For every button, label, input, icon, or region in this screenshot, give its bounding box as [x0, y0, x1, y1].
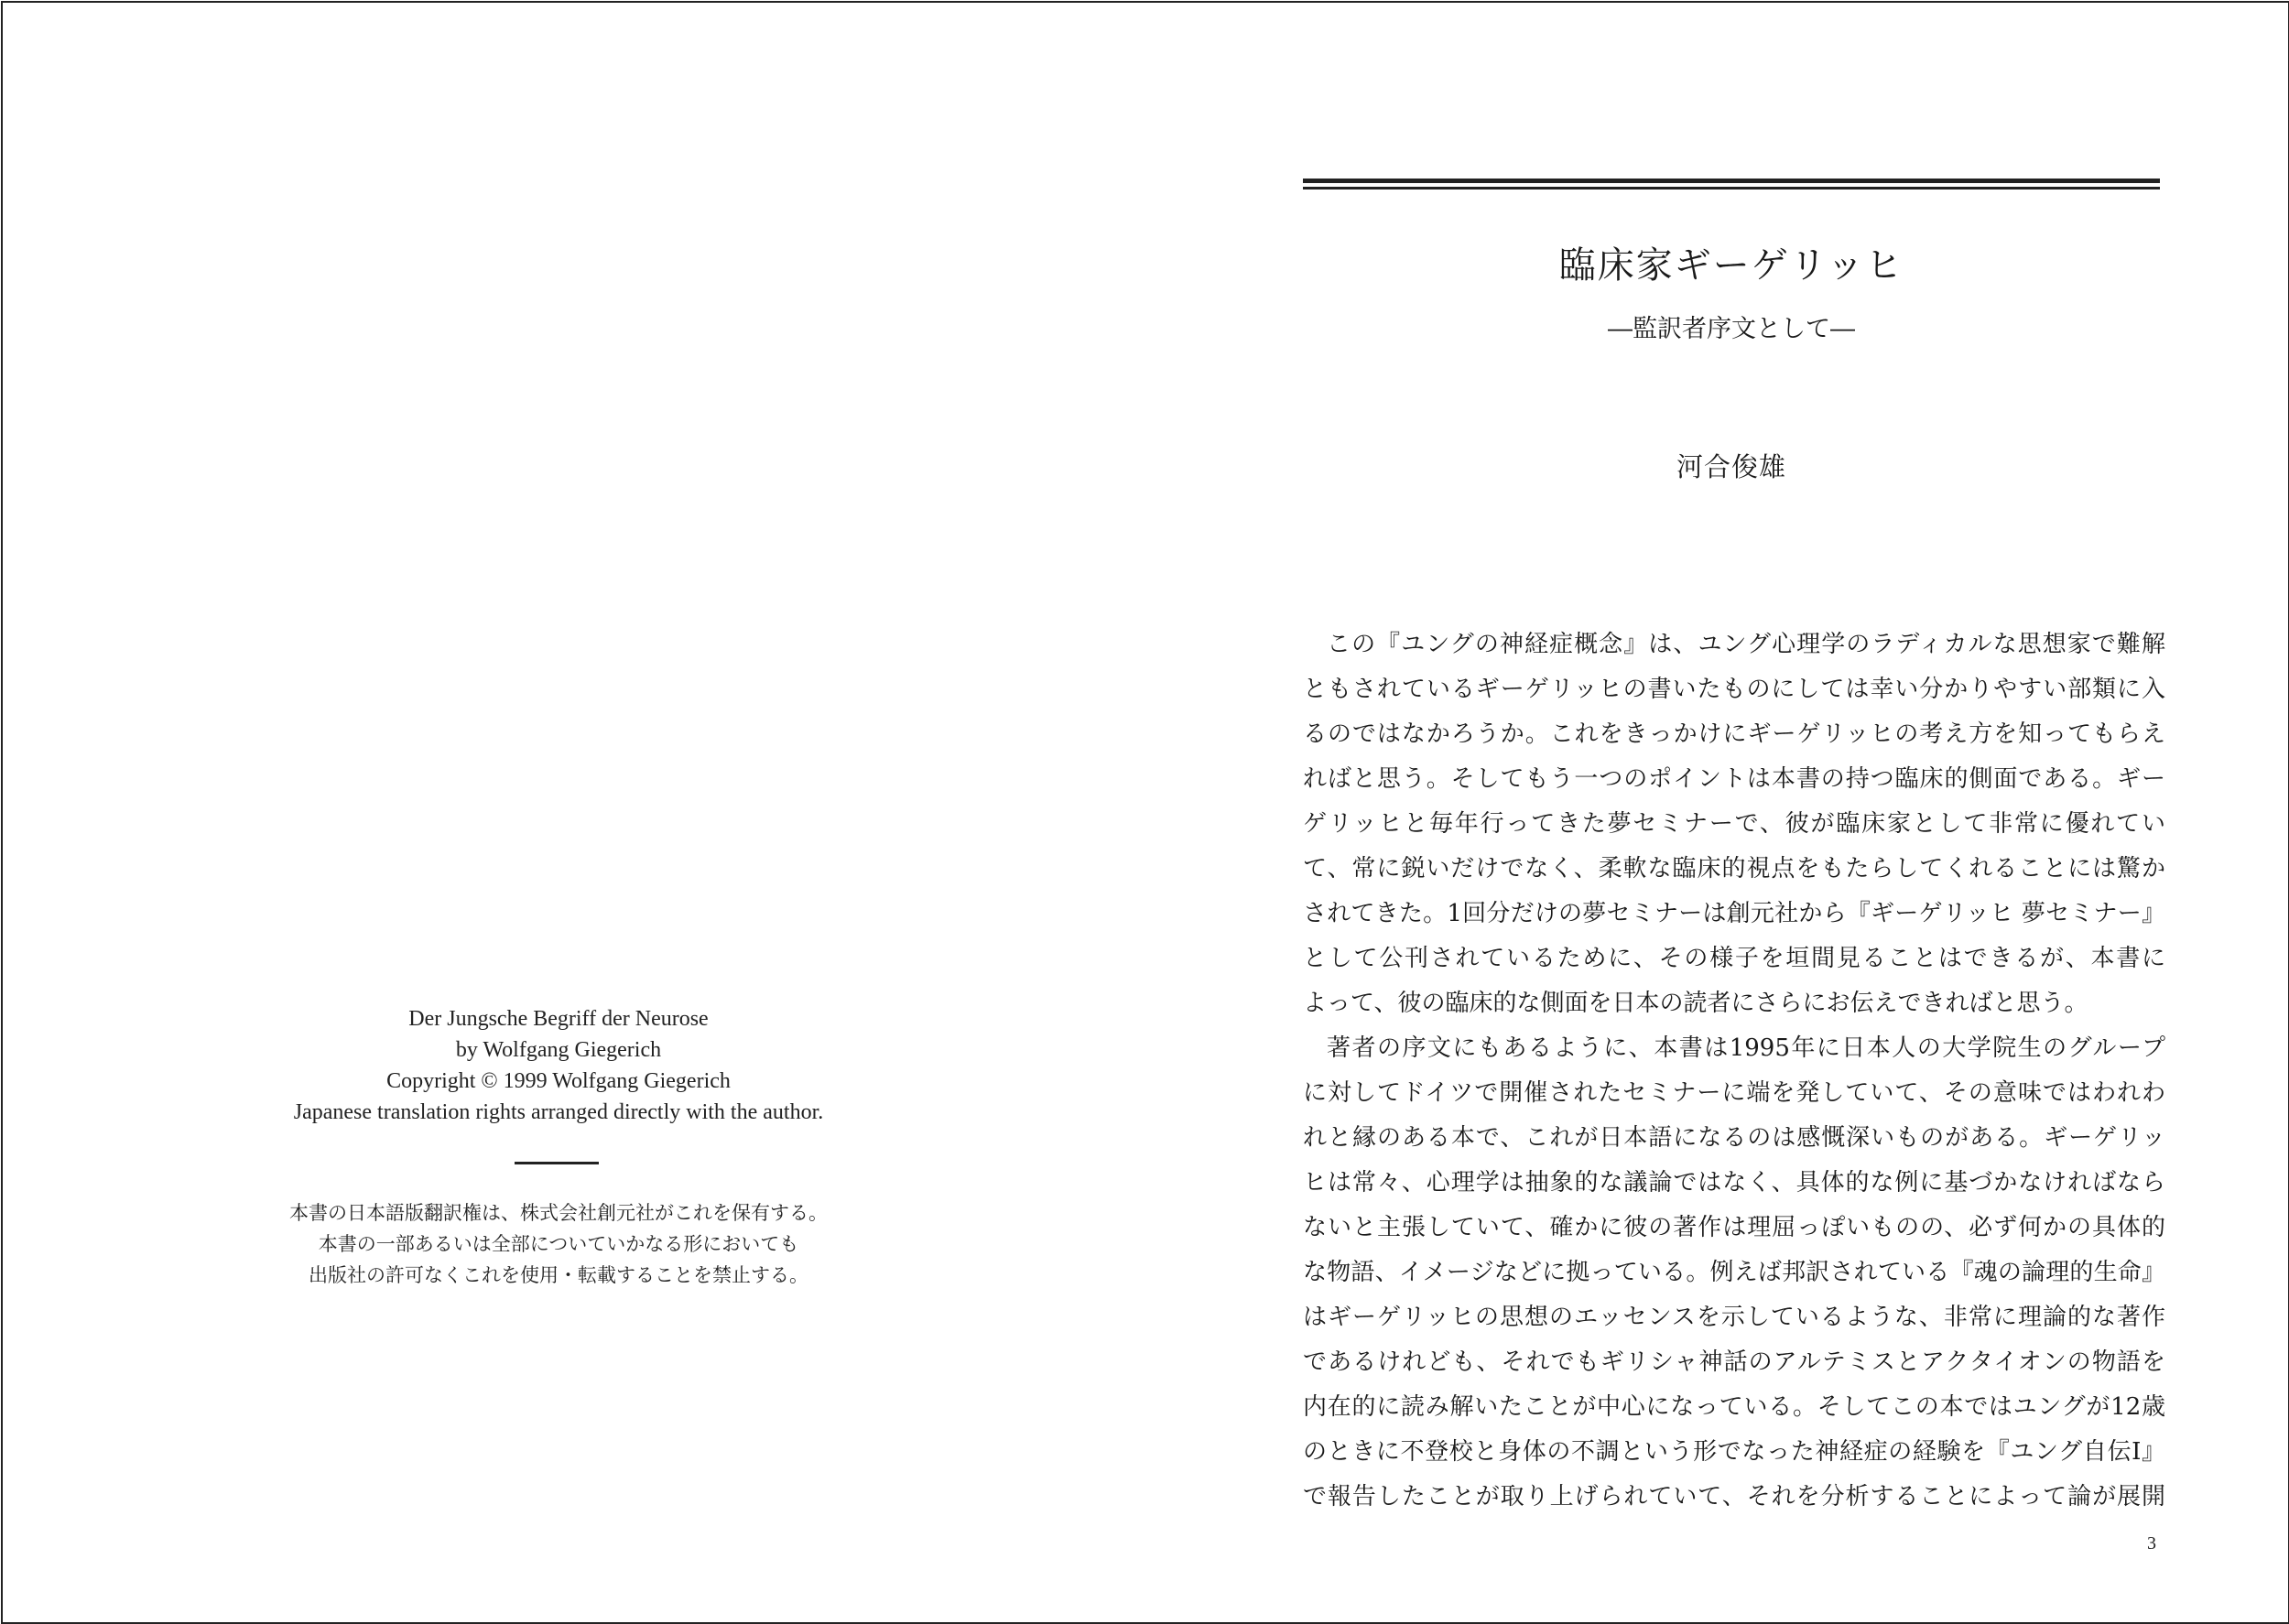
body-line: されてきた。1回分だけの夢セミナーは創元社から『ギーゲリッヒ 夢セミナー』 [1303, 900, 2165, 927]
rights-notice-line: 本書の一部あるいは全部についていかなる形においても [318, 1233, 799, 1255]
body-line: のときに不登校と身体の不調という形でなった神経症の経験を『ユング自伝I』 [1303, 1438, 2165, 1466]
body-line: 著者の序文にもあるように、本書は1995年に日本人の大学院生のグループ [1327, 1034, 2165, 1062]
body-line: れと縁のある本で、これが日本語になるのは感慨深いものがある。ギーゲリッ [1303, 1124, 2165, 1152]
page-number: 3 [2147, 1533, 2156, 1554]
chapter-header-rule [1303, 179, 2160, 191]
body-line: るのではなかろうか。これをきっかけにギーゲリッヒの考え方を知ってもらえ [1303, 720, 2165, 748]
body-line: ないと主張していて、確かに彼の著作は理屈っぽいものの、必ず何かの具体的 [1303, 1214, 2165, 1241]
chapter-author: 河合俊雄 [1676, 451, 1786, 482]
body-line: て、常に鋭いだけでなく、柔軟な臨床的視点をもたらしてくれることには驚か [1303, 855, 2165, 882]
chapter-subtitle: ―監訳者序文として― [1608, 315, 1855, 343]
body-line: ともされているギーゲリッヒの書いたものにしては幸い分かりやすい部類に入 [1303, 676, 2165, 703]
header-rule-thin [1303, 187, 2160, 189]
left-page [0, 0, 1144, 1623]
body-text [1303, 623, 2165, 1520]
body-line: この『ユングの神経症概念』は、ユング心理学のラディカルな思想家で難解 [1327, 631, 2165, 658]
body-line: であるけれども、それでもギリシャ神話のアルテミスとアクタイオンの物語を [1303, 1348, 2165, 1376]
body-line: ヒは常々、心理学は抽象的な議論ではなく、具体的な例に基づかなければなら [1303, 1169, 2165, 1196]
chapter-title: 臨床家ギーゲリッヒ [1558, 244, 1904, 287]
rights-notice-line: 本書の日本語版翻訳権は、株式会社創元社がこれを保有する。 [289, 1202, 828, 1224]
header-rule-thick [1303, 179, 2160, 183]
body-line: 内在的に読み解いたことが中心になっている。そしてこの本ではユングが12歳 [1303, 1393, 2165, 1421]
colophon-original-title: Der Jungsche Begriff der Neurose [408, 1007, 709, 1031]
rights-notice [183, 1197, 934, 1291]
body-line: はギーゲリッヒの思想のエッセンスを示しているような、非常に理論的な著作 [1303, 1304, 2165, 1331]
colophon-rights-arrangement: Japanese translation rights arranged directly with the author. [293, 1100, 824, 1124]
body-line: として公刊されているために、その様子を垣間見ることはできるが、本書に [1303, 945, 2165, 972]
body-line: に対してドイツで開催されたセミナーに端を発していて、その意味ではわれわ [1303, 1079, 2165, 1107]
body-line: よって、彼の臨床的な側面を日本の読者にさらにお伝えできればと思う。 [1303, 990, 2088, 1017]
colophon-author: by Wolfgang Giegerich [455, 1038, 662, 1062]
body-line: で報告したことが取り上げられていて、それを分析することによって論が展開 [1303, 1483, 2165, 1510]
body-line: ればと思う。そしてもう一つのポイントは本書の持つ臨床的側面である。ギー [1303, 765, 2165, 793]
colophon-divider [515, 1162, 599, 1164]
rights-notice-line: 出版社の許可なくこれを使用・転載することを禁止する。 [309, 1264, 808, 1286]
colophon-copyright: Copyright © 1999 Wolfgang Giegerich [386, 1069, 731, 1093]
colophon [183, 1003, 934, 1128]
body-line: ゲリッヒと毎年行ってきた夢セミナーで、彼が臨床家として非常に優れてい [1303, 810, 2165, 838]
right-page [1144, 0, 2289, 1623]
body-line: な物語、イメージなどに拠っている。例えば邦訳されている『魂の論理的生命』 [1303, 1259, 2165, 1286]
